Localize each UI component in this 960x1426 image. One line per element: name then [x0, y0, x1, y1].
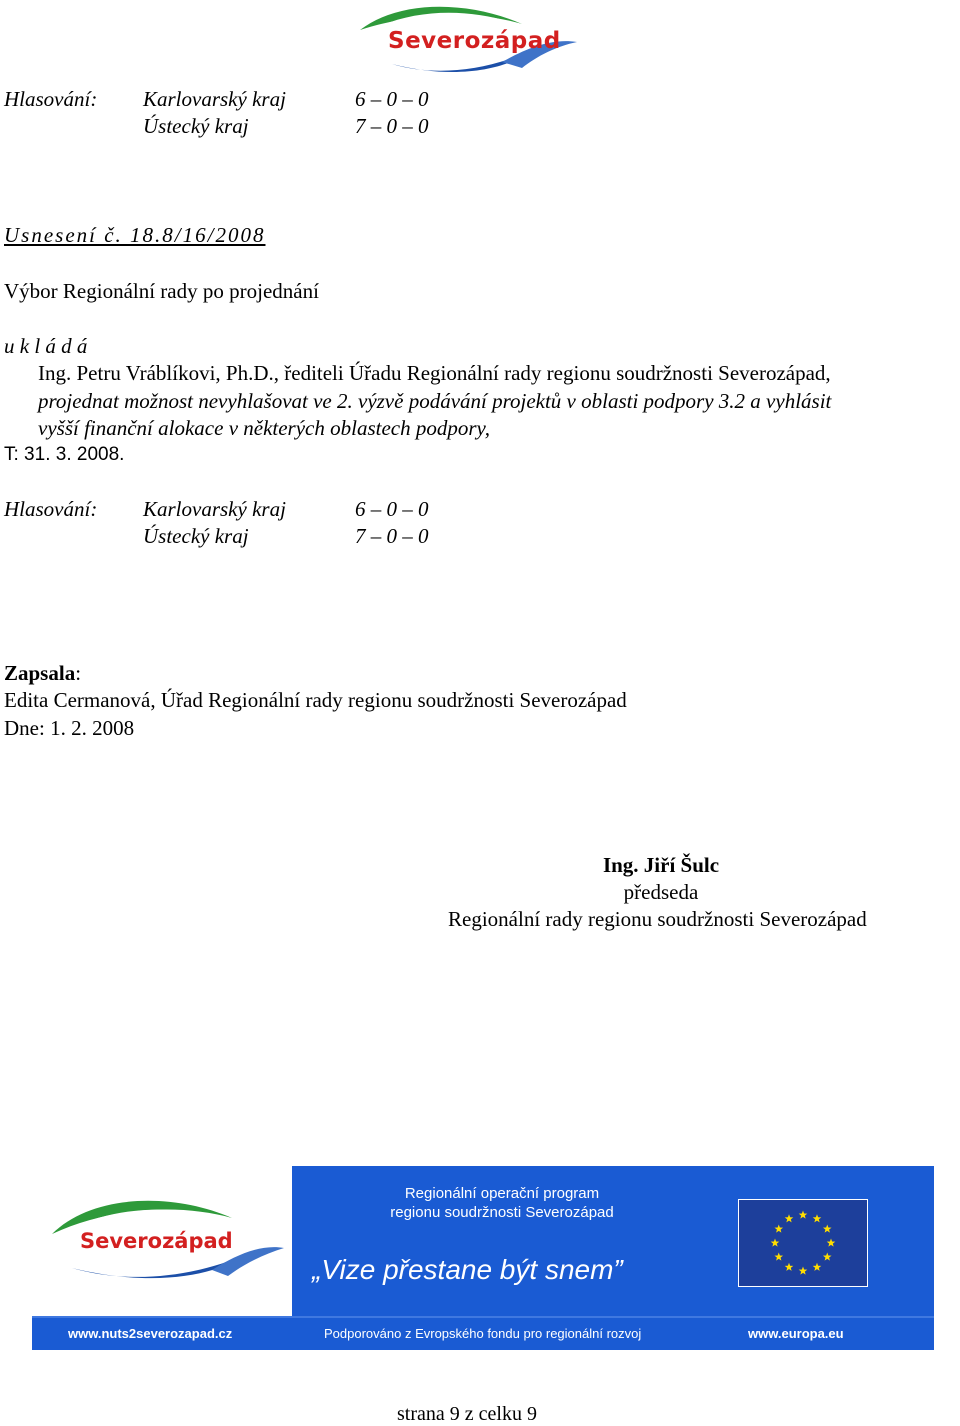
banner-slogan: „Vize přestane být snem” — [312, 1254, 623, 1285]
eu-star-icon — [827, 1239, 836, 1247]
vote-region: Ústecký kraj — [143, 114, 249, 138]
eu-star-icon — [813, 1263, 822, 1271]
resolution-deadline: T: 31. 3. 2008. — [4, 444, 125, 465]
eu-flag — [738, 1199, 868, 1287]
header-logo-text: Severozápad — [388, 28, 561, 54]
program-title-line-1: Regionální operační program — [404, 1185, 600, 1202]
eu-star-icon — [771, 1239, 780, 1247]
eu-star-icon — [785, 1263, 794, 1271]
program-banner — [32, 1166, 934, 1350]
vote-result: 7 – 0 – 0 — [355, 114, 429, 138]
vote-result: 7 – 0 – 0 — [355, 524, 429, 548]
vote-result: 6 – 0 – 0 — [355, 497, 429, 521]
funding-text: Podporováno z Evropského fondu pro regionální rozvoj — [324, 1326, 642, 1341]
minutes-label-line — [4, 661, 81, 686]
signature-org: Regionální rady regionu soudržnosti Severozápad — [448, 907, 867, 931]
minutes-label-colon: : — [75, 661, 82, 685]
resolution-line-1: Ing. Petru Vráblíkovi, Ph.D., řediteli Úřadu Regionální rady regionu soudržnosti Severozápad, — [38, 361, 831, 385]
vote-label: Hlasování: — [4, 87, 98, 111]
vote-result: 6 – 0 – 0 — [355, 87, 429, 111]
minutes-author: Edita Cermanová, Úřad Regionální rady regionu soudržnosti Severozápad — [4, 688, 627, 712]
banner-footer-strip — [32, 1316, 934, 1350]
minutes-date: Dne: 1. 2. 2008 — [4, 716, 135, 740]
page-number: strana 9 z celku 9 — [397, 1403, 537, 1425]
resolution-intro: Výbor Regionální rady po projednání — [4, 279, 319, 303]
eu-star-icon — [774, 1253, 783, 1261]
vote-label: Hlasování: — [4, 497, 98, 521]
link-nuts2severozapad[interactable]: www.nuts2severozapad.cz — [68, 1326, 233, 1341]
eu-star-icon — [823, 1253, 832, 1261]
signature-name: Ing. Jiří Šulc — [602, 853, 720, 877]
resolution-verb: u k l á d á — [4, 334, 88, 358]
eu-star-icon — [799, 1211, 808, 1219]
eu-star-icon — [774, 1225, 783, 1233]
eu-star-icon — [799, 1267, 808, 1275]
header-logo — [352, 2, 580, 78]
eu-star-icon — [813, 1214, 822, 1222]
eu-star-icon — [823, 1225, 832, 1233]
vote-region: Karlovarský kraj — [143, 497, 286, 521]
resolution-line-3: vyšší finanční alokace v některých oblastech podpory, — [38, 416, 490, 440]
vote-region: Ústecký kraj — [143, 524, 249, 548]
program-title-line-2: regionu soudržnosti Severozápad — [390, 1204, 614, 1221]
eu-star-icon — [785, 1214, 794, 1222]
resolution-title: Usnesení č. 18.8/16/2008 — [4, 223, 266, 247]
minutes-label: Zapsala — [4, 661, 76, 685]
resolution-line-2: projednat možnost nevyhlašovat ve 2. výzvě podávání projektů v oblasti podpory 3.2 a vyhlásit — [38, 389, 832, 413]
link-europa[interactable]: www.europa.eu — [748, 1326, 844, 1341]
banner-logo-box — [32, 1166, 292, 1316]
banner-logo-text: Severozápad — [80, 1229, 233, 1253]
eu-stars-icon — [739, 1200, 867, 1286]
signature-role: předseda — [623, 880, 699, 904]
vote-region: Karlovarský kraj — [143, 87, 286, 111]
